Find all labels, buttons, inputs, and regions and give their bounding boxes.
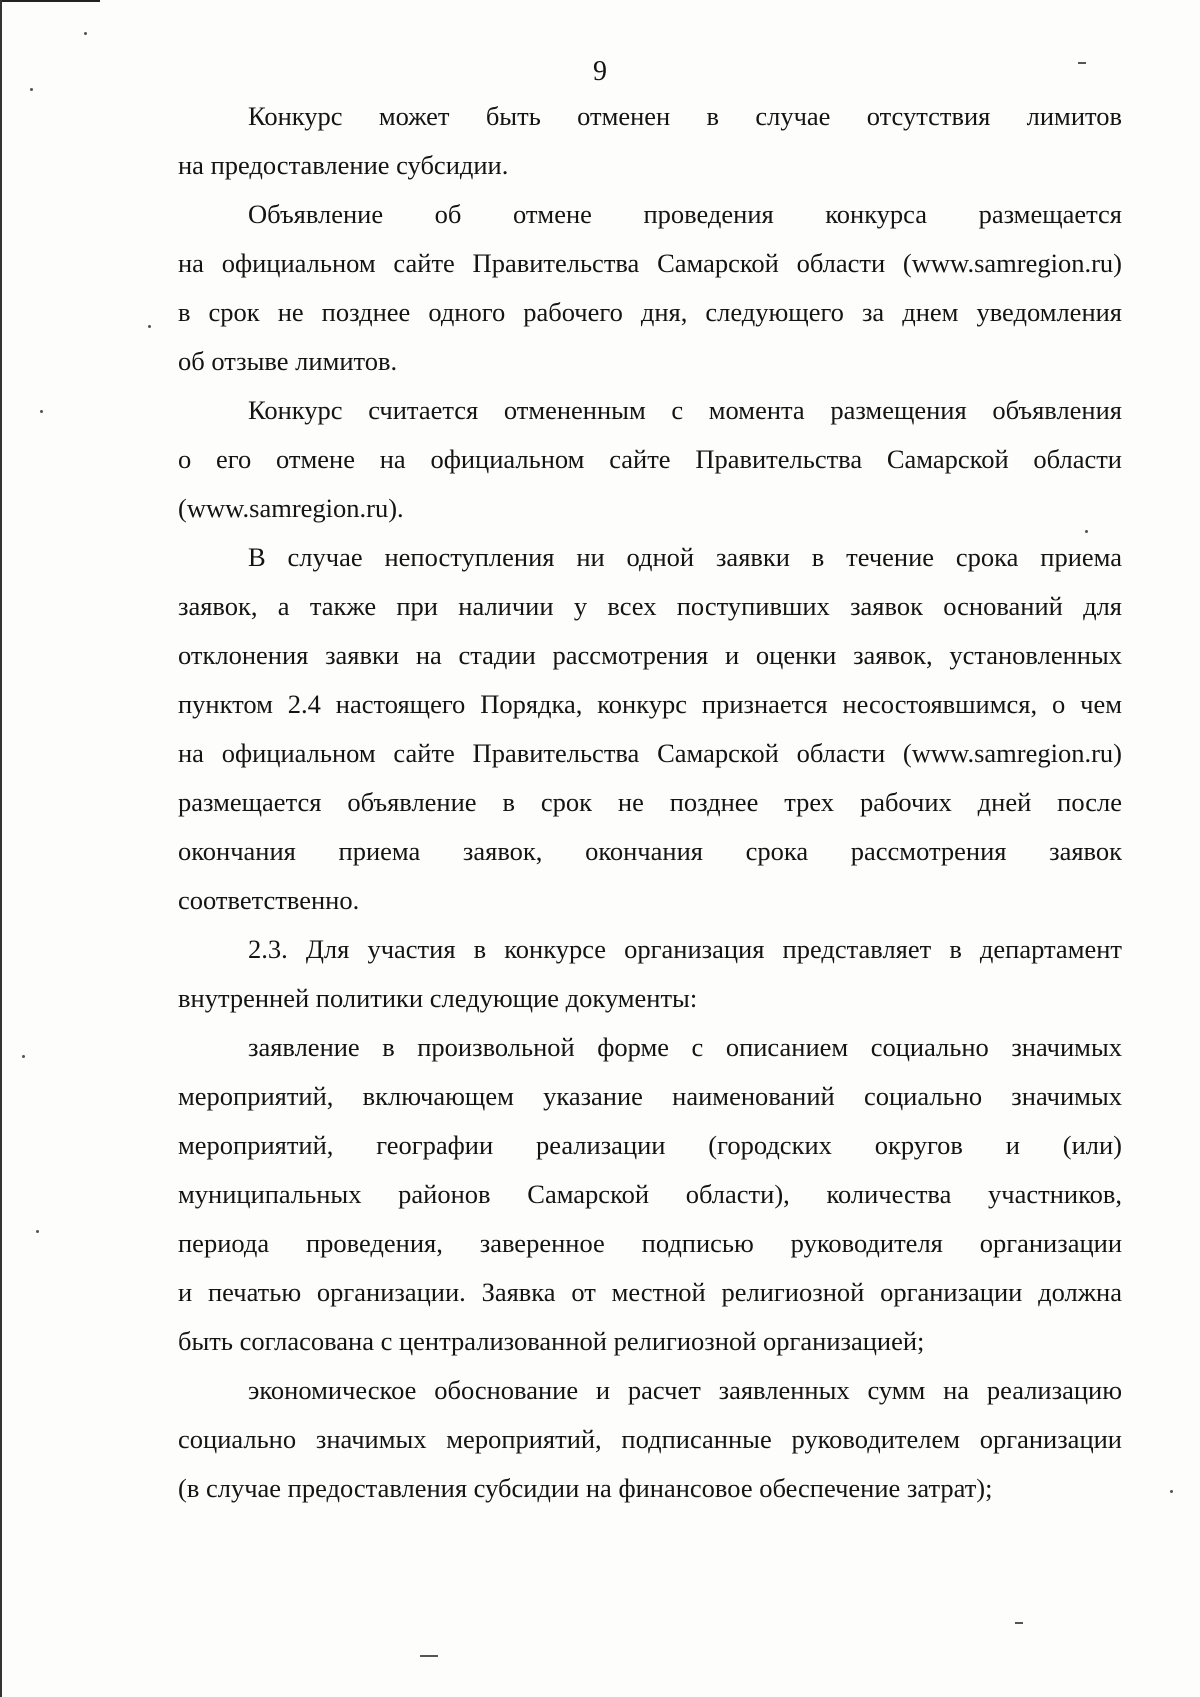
paragraph-line: Объявление об отмене проведения конкурса размещается: [248, 199, 1122, 229]
scan-speck: [1015, 1622, 1023, 1624]
paragraph-line: муниципальных районов Самарской области), количества участников,: [178, 1179, 1122, 1209]
paragraph-line: внутренней политики следующие документы:: [178, 983, 698, 1013]
page-number: 9: [593, 56, 607, 87]
paragraph: [178, 533, 1122, 925]
paragraph-line: периода проведения, заверенное подписью руководителя организации: [178, 1228, 1122, 1258]
scan-speck: [40, 410, 43, 413]
paragraph-line: соответственно.: [178, 885, 360, 915]
paragraph-line: 2.3. Для участия в конкурсе организация представляет в департамент: [248, 934, 1122, 964]
paragraph-line: на официальном сайте Правительства Самарской области (www.samregion.ru): [178, 248, 1122, 278]
paragraph-line: мероприятий, включающем указание наименований социально значимых: [178, 1081, 1122, 1111]
paragraph-line: на предоставление субсидии.: [178, 150, 509, 180]
paragraph-line: и печатью организации. Заявка от местной религиозной организации должна: [178, 1277, 1122, 1307]
paragraph-line: размещается объявление в срок не позднее трех рабочих дней после: [178, 787, 1122, 817]
paragraph-line: о его отмене на официальном сайте Правительства Самарской области: [178, 444, 1122, 474]
document-body: [178, 92, 1122, 1513]
scan-edge-left: [0, 0, 2, 1697]
scan-edge-top: [0, 0, 100, 2]
paragraph-line: В случае непоступления ни одной заявки в течение срока приема: [248, 542, 1122, 572]
scan-speck: [84, 32, 87, 35]
paragraph-line: Конкурс может быть отменен в случае отсутствия лимитов: [248, 101, 1122, 131]
paragraph-line: в срок не позднее одного рабочего дня, следующего за днем уведомления: [178, 297, 1122, 327]
paragraph-line: Конкурс считается отмененным с момента размещения объявления: [248, 395, 1122, 425]
paragraph: [178, 92, 1122, 190]
scan-speck: [148, 325, 151, 328]
paragraph-line: заявление в произвольной форме с описанием социально значимых: [248, 1032, 1122, 1062]
paragraph: [178, 190, 1122, 386]
paragraph-line: на официальном сайте Правительства Самарской области (www.samregion.ru): [178, 738, 1122, 768]
paragraph-line: мероприятий, географии реализации (городских округов и (или): [178, 1130, 1122, 1160]
scan-speck: [22, 1055, 25, 1058]
paragraph: [178, 925, 1122, 1023]
paragraph: [178, 1023, 1122, 1366]
scan-speck: [1170, 1490, 1173, 1493]
paragraph-line: (www.samregion.ru).: [178, 493, 404, 523]
paragraph-line: пунктом 2.4 настоящего Порядка, конкурс признается несостоявшимся, о чем: [178, 689, 1122, 719]
paragraph-line: быть согласована с централизованной религиозной организацией;: [178, 1326, 925, 1356]
scan-speck: [36, 1230, 39, 1233]
paragraph: [178, 1366, 1122, 1513]
paragraph-line: социально значимых мероприятий, подписанные руководителем организации: [178, 1424, 1122, 1454]
paragraph-line: отклонения заявки на стадии рассмотрения и оценки заявок, установленных: [178, 640, 1122, 670]
paragraph-line: заявок, а также при наличии у всех поступивших заявок оснований для: [178, 591, 1122, 621]
paragraph-line: об отзыве лимитов.: [178, 346, 398, 376]
paragraph-line: экономическое обоснование и расчет заявленных сумм на реализацию: [248, 1375, 1122, 1405]
scan-speck: [420, 1655, 438, 1657]
paragraph-line: (в случае предоставления субсидии на финансовое обеспечение затрат);: [178, 1473, 993, 1503]
paragraph-line: окончания приема заявок, окончания срока рассмотрения заявок: [178, 836, 1122, 866]
paragraph: [178, 386, 1122, 533]
